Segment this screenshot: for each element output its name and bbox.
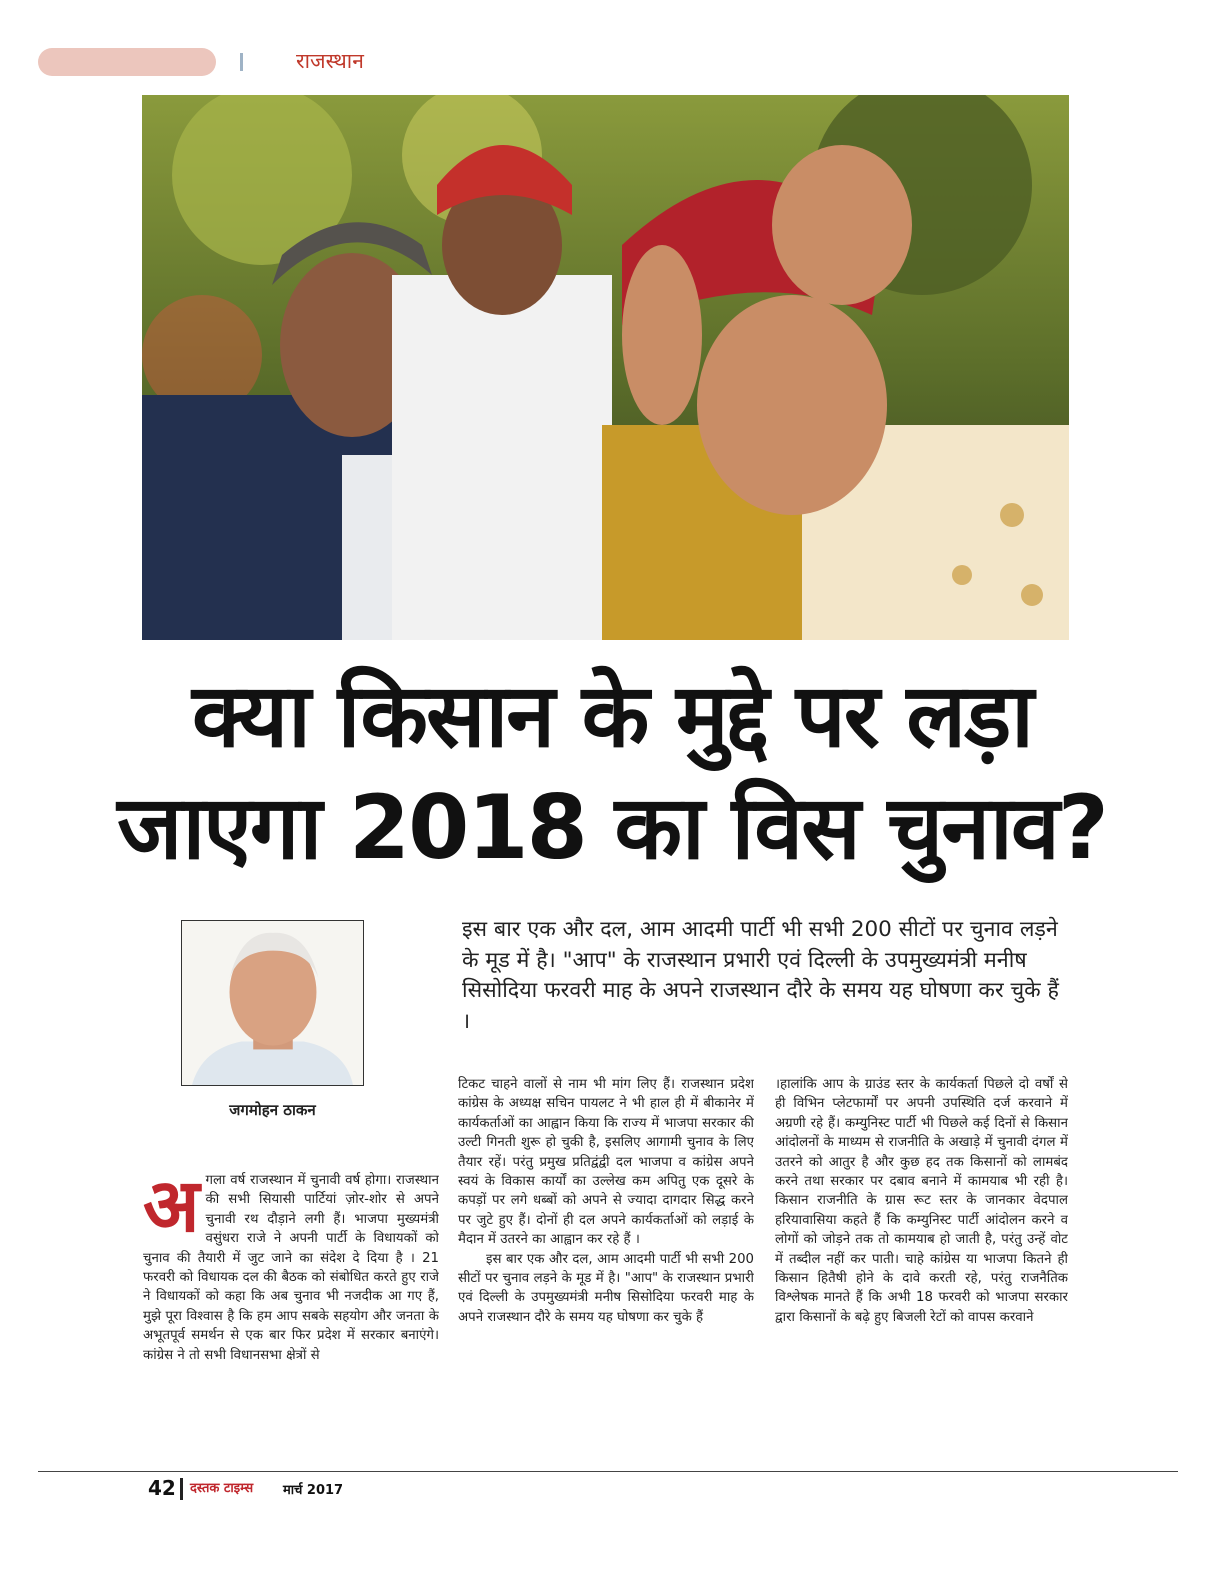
author-portrait-icon — [182, 921, 363, 1085]
news-photo-icon — [142, 95, 1069, 640]
drop-cap: अ — [143, 1171, 200, 1249]
publication-logo: दस्तक टाइम्स — [190, 1481, 254, 1496]
article-paragraph: गला वर्ष राजस्थान में चुनावी वर्ष होगा। राजस्थान की सभी सियासी पार्टियां ज़ोर-शोर से अपने चुनावी रथ दौड़ाने लगी हैं। भाजपा मुख्यमंत्री वसुंधरा राजे ने अपनी पार्टी के विधायकों को चुनाव की तैयारी में जुट जाने का संदेश दे दिया है । 21 फरवरी को विधायक दल की बैठक को संबोधित करते हुए राजे ने विधायकों को कहा कि अब चुनाव भी नजदीक आ गए हैं, मुझे पूरा विश्वास है कि हम आप सबके सहयोग और जनता के अभूतपूर्व समर्थन से एक बार फिर प्रदेश में सरकार बनाएंगे। कांग्रेस ने तो सभी विधानसभा क्षेत्रों से — [143, 1173, 439, 1363]
header-decorative-pill — [38, 48, 216, 76]
issue-date: मार्च 2017 — [283, 1483, 344, 1498]
headline-line-1: क्या किसान के मुद्दे पर लड़ा — [192, 664, 1032, 767]
pull-quote: इस बार एक और दल, आम आदमी पार्टी भी सभी 200 सीटों पर चुनाव लड़ने के मूड में है। "आप" के राजस्थान प्रभारी एवं दिल्ली के उपमुख्यमंत्री मनीष सिसोदिया फरवरी माह के अपने राजस्थान दौरे के समय यह घोषणा कर चुके हैं । — [462, 917, 1059, 1034]
article-column-3 — [775, 1075, 1068, 1460]
author-name: जगमोहन ठाकन — [229, 1101, 316, 1119]
footer-rule — [38, 1471, 1178, 1472]
section-label: राजस्थान — [296, 49, 364, 73]
headline — [60, 660, 1164, 884]
article-column-2 — [458, 1075, 754, 1460]
page-number: 42 — [148, 1476, 176, 1500]
article-column-1 — [143, 1171, 439, 1461]
article-paragraph: टिकट चाहने वालों से नाम भी मांग लिए हैं। राजस्थान प्रदेश कांग्रेस के अध्यक्ष सचिन पायलट ने भी हाल ही में बीकानेर में कार्यकर्ताओं का आह्वान किया कि राज्य में भाजपा सरकार की उल्टी गिनती शुरू हो चुकी है, इसलिए आगामी चुनाव के लिए तैयार रहें। परंतु प्रमुख प्रतिद्वंद्वी दल भाजपा व कांग्रेस अपने स्वयं के विकास कार्यों का उल्लेख कम अपितु एक दूसरे के कपड़ों पर लगे धब्बों को अपने से ज्यादा दागदार सिद्ध करने पर जुटे हुए हैं। दोनों ही दल अपने कार्यकर्ताओं को लड़ाई के मैदान में उतरने का आह्वान कर रहे हैं । — [458, 1077, 754, 1248]
author-photo — [181, 920, 364, 1086]
footer-separator — [180, 1478, 183, 1500]
header-separator — [240, 53, 243, 71]
article-paragraph: इस बार एक और दल, आम आदमी पार्टी भी सभी 200 सीटों पर चुनाव लड़ने के मूड में है। "आप" के राजस्थान प्रभारी एवं दिल्ली के उपमुख्यमंत्री मनीष सिसोदिया फरवरी माह के अपने राजस्थान दौरे के समय यह घोषणा कर चुके हैं — [458, 1251, 754, 1325]
article-paragraph: ।हालांकि आप के ग्राउंड स्तर के कार्यकर्ता पिछले दो वर्षों से ही विभिन प्लेटफार्मों पर अपनी उपस्थिति दर्ज करवाने में अग्रणी रहे हैं। कम्युनिस्ट पार्टी भी पिछले कई दिनों से किसान आंदोलनों के माध्यम से राजनीति के अखाड़े में चुनावी दंगल में उतरने को आतुर है और कुछ हद तक किसानों को लामबंद करने तथा सरकार पर दबाव बनाने में कामयाब भी रही है। किसान राजनीति के ग्रास रूट स्तर के जानकार वेदपाल हरियावासिया कहते हैं कि कम्युनिस्ट पार्टी आंदोलन करने व लोगों को जोड़ने तक तो कामयाब हो जाती है, परंतु उन्हें वोट में तब्दील नहीं कर पाती। चाहे कांग्रेस या भाजपा कितने ही किसान हितैषी होने के दावे करती रहे, परंतु राजनैतिक विश्लेषक मानते हैं कि अभी 18 फरवरी को भाजपा सरकार द्वारा किसानों के बढ़े हुए बिजली रेटों को वापस करवाने — [775, 1077, 1068, 1325]
headline-line-2: जाएगा 2018 का विस चुनाव? — [117, 776, 1107, 879]
lead-photo — [142, 95, 1069, 640]
